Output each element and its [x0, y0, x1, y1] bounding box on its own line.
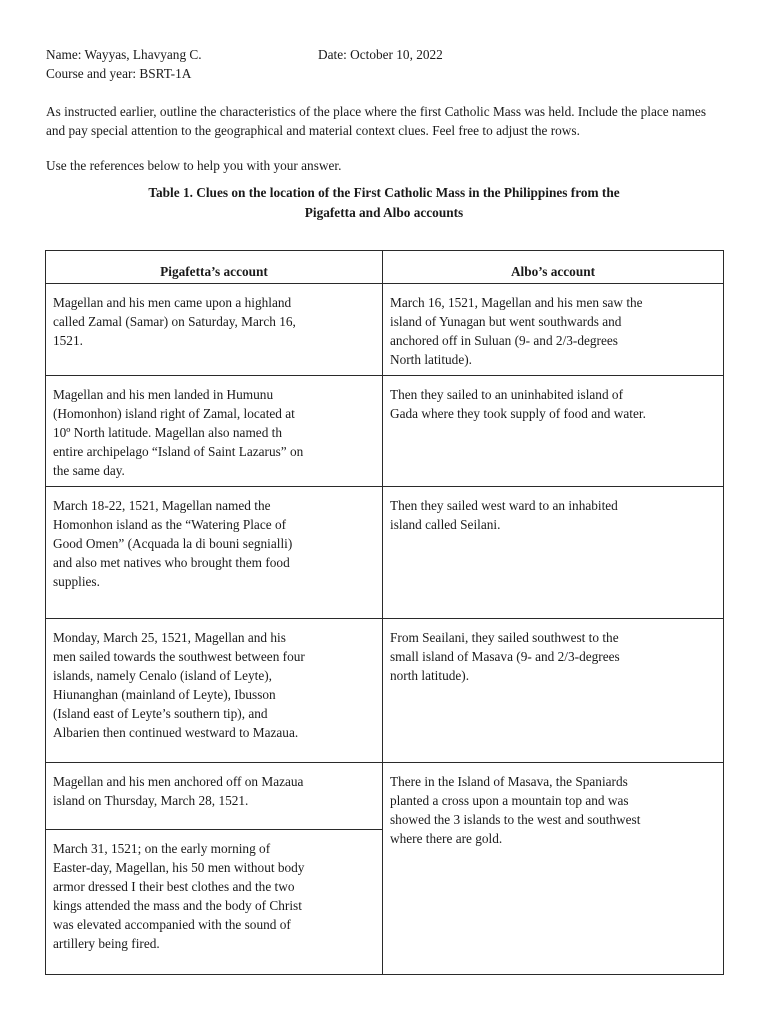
albo-header: Albo’s account: [383, 251, 724, 284]
albo-cell: There in the Island of Masava, the Spaniards planted a cross upon a mountain top and was showed the 3 islands to the west and southwest where there are gold.: [383, 763, 724, 975]
table-row: [46, 284, 724, 376]
submission-date: Date: October 10, 2022: [318, 47, 443, 62]
pigafetta-cell: Monday, March 25, 1521, Magellan and his men sailed towards the southwest between four islands, namely Cenalo (island of Leyte), Hiunanghan (mainland of Leyte), Ibusson (Island east of Leyte’s southern tip), and Albarien then continued westward to Mazaua.: [46, 619, 383, 763]
references-note: Use the references below to help you with your answer.: [46, 158, 342, 173]
table-row: [46, 487, 724, 619]
pigafetta-header: Pigafetta’s account: [46, 251, 383, 284]
table-row: [46, 619, 724, 763]
albo-cell: Then they sailed west ward to an inhabited island called Seilani.: [383, 487, 724, 619]
table-title-line-1: Table 1. Clues on the location of the First Catholic Mass in the Philippines from the: [148, 185, 620, 200]
table-title-line-2: Pigafetta and Albo accounts: [304, 205, 464, 220]
albo-cell: From Seailani, they sailed southwest to the small island of Masava (9- and 2/3-degrees north latitude).: [383, 619, 724, 763]
pigafetta-cell: March 31, 1521; on the early morning of Easter-day, Magellan, his 50 men without body armor dressed I their best clothes and the two kings attended the mass and the body of Christ was elevated accompanied with the sound of artillery being fired.: [46, 830, 383, 975]
pigafetta-cell: Magellan and his men landed in Humunu (Homonhon) island right of Zamal, located at 10º North latitude. Magellan also named th entire archipelago “Island of Saint Lazarus” on the same day.: [46, 376, 383, 487]
instructions-paragraph: As instructed earlier, outline the characteristics of the place where the first Catholic Mass was held. Include the place names and pay special attention to the geographical and material context clues. Feel free to adjust the rows.: [46, 104, 707, 138]
pigafetta-cell: Magellan and his men anchored off on Mazaua island on Thursday, March 28, 1521.: [46, 763, 383, 830]
pigafetta-cell: March 18-22, 1521, Magellan named the Homonhon island as the “Watering Place of Good Omen” (Acquada la di bouni segnialli) and also met natives who brought them food supplies.: [46, 487, 383, 619]
pigafetta-cell: Magellan and his men came upon a highland called Zamal (Samar) on Saturday, March 16, 1521.: [46, 284, 383, 376]
albo-cell: March 16, 1521, Magellan and his men saw the island of Yunagan but went southwards and anchored off in Suluan (9- and 2/3-degrees North latitude).: [383, 284, 724, 376]
table-row: [46, 763, 724, 830]
student-name: Name: Wayyas, Lhavyang C.: [46, 47, 202, 62]
clues-table: [45, 250, 724, 975]
albo-cell: Then they sailed to an uninhabited island of Gada where they took supply of food and water.: [383, 376, 724, 487]
table-header-row: [46, 251, 724, 284]
table-row: [46, 376, 724, 487]
course-year: Course and year: BSRT-1A: [46, 66, 192, 81]
